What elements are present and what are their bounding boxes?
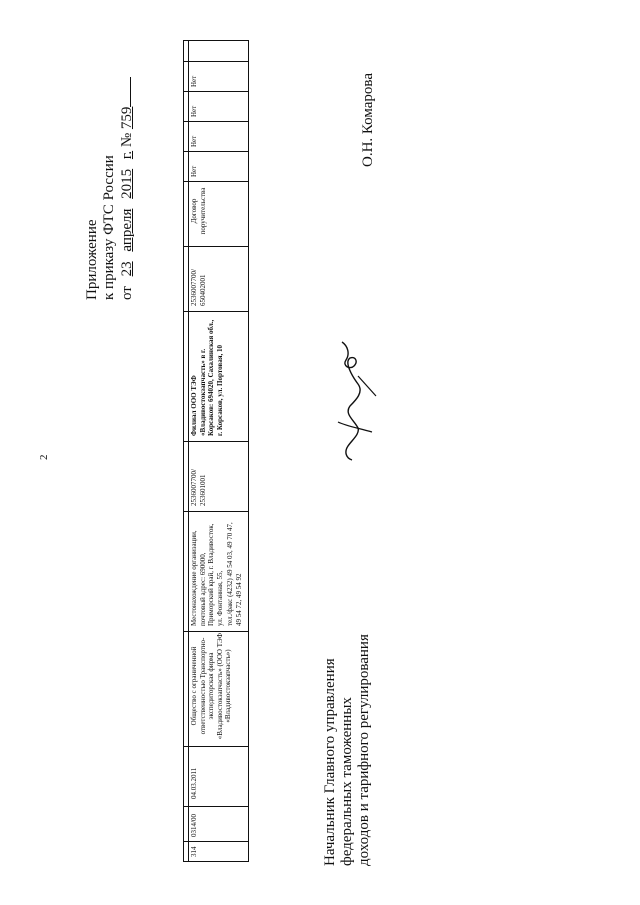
cell-contract: Договор поручительства (190, 187, 207, 235)
page-number: 2 (38, 454, 50, 460)
appendix-title: Приложение (84, 219, 100, 300)
cell-row-number: 314 (190, 846, 198, 857)
cell-phone: тел./факс (4232) 49 54 03, 49 70 47, 49 54 72, 49 54 92 (226, 522, 243, 626)
appendix-header (84, 77, 136, 300)
table-divider (184, 311, 248, 312)
table-divider (184, 441, 248, 442)
appendix-number: 759 (119, 106, 135, 130)
cell-code: 0314/00 (190, 814, 198, 837)
table-divider (184, 511, 248, 512)
table-rule (188, 41, 189, 861)
cell-branch: Филиал ООО ТЭФ «Владивостокзапчасть» в г. Корсаков: 694020, Сахалинская обл., г. Корсаков, ул. Портовая, 10 (190, 319, 224, 436)
signatory-title (322, 634, 373, 866)
table-divider (184, 121, 248, 122)
table-divider (184, 841, 248, 842)
number-sign: № (119, 132, 135, 148)
cell-address: Местонахождение организации, почтовый адрес: 690000, Приморский край, г. Владивосток, ул. Фонтанная, 55, (190, 523, 224, 626)
number-underline (118, 77, 131, 107)
appendix-date-line (118, 77, 136, 300)
appendix-date-prefix: от (119, 286, 135, 300)
cell-flag-1: Нет (190, 165, 198, 177)
cell-flag-2: Нет (190, 135, 198, 147)
appendix-month: апреля (119, 208, 135, 252)
signatory-title-line: Начальник Главного управления (322, 658, 338, 866)
cell-branch-inn-kpp: 2536007700/ 650402001 (190, 269, 207, 306)
appendix-g: г. (119, 150, 135, 160)
cell-flag-3: Нет (190, 105, 198, 117)
registry-table (183, 40, 249, 862)
appendix-order-ref: к приказу ФТС России (101, 155, 117, 300)
table-divider (184, 61, 248, 62)
table-divider (184, 746, 248, 747)
table-divider (184, 91, 248, 92)
signatory-name: О.Н. Комарова (360, 73, 376, 167)
signatory-title-line: доходов и тарифного регулирования (356, 634, 372, 866)
cell-date: 04.03.2011 (190, 767, 198, 799)
signatory-title-line: федеральных таможенных (339, 697, 355, 866)
cell-flag-4: Нет (190, 75, 198, 87)
table-divider (184, 806, 248, 807)
handwritten-signature (328, 336, 384, 464)
appendix-year: 2015 (119, 168, 135, 199)
table-divider (184, 151, 248, 152)
cell-inn-kpp: 2536007700/ 253601001 (190, 469, 207, 506)
appendix-day: 23 (119, 261, 135, 277)
cell-org-name: Общество с ограниченной ответственностью Транспортно-экспедиторская фирма «Владивостокзапчасть» (ООО ТЭФ «Владивостокзапчасть») (190, 632, 232, 740)
